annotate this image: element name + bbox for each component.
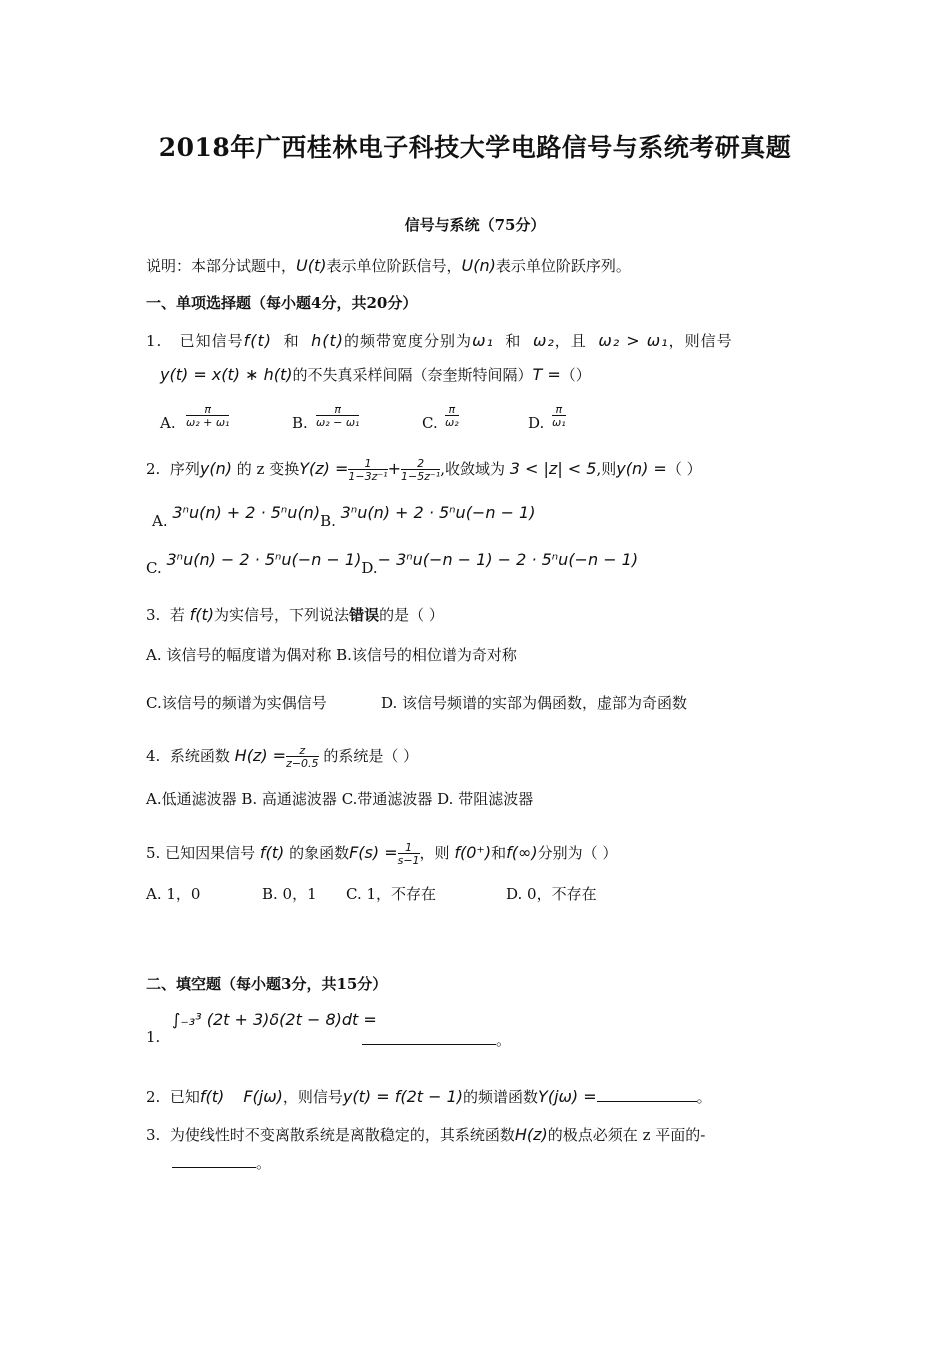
q3-text1: 若 — [169, 606, 185, 624]
unit-step-signal-symbol: U(t) — [296, 256, 327, 275]
q2-options-cd — [146, 550, 639, 577]
q1-text2: 和 — [283, 332, 300, 350]
q1-w1: ω₁ — [472, 331, 494, 350]
fill-q3-line2 — [172, 1152, 271, 1173]
q4-text1: 系统函数 — [169, 747, 230, 765]
fill-q3-blank[interactable] — [172, 1153, 256, 1168]
q1-option-a-fraction: $\frac{\pi}{\text{ω₂ + ω₁}}$ — [186, 403, 230, 429]
fill-q1-blank[interactable] — [362, 1030, 496, 1045]
q1-option-b-label: B. — [292, 414, 308, 432]
q2-text2: 的 z 变换 — [236, 460, 300, 478]
q1-line1 — [146, 330, 733, 351]
q5-text2: 的象函数 — [289, 844, 350, 862]
fill-q2-number: 2. — [146, 1088, 161, 1106]
q5-option-a: A. 1，0 — [146, 885, 201, 903]
q1-T: T = — [532, 365, 561, 384]
q4-line1 — [146, 745, 418, 769]
q2-option-b-label: B. — [320, 512, 336, 530]
q3-option-c: C.该信号的频谱为实偶信号 — [146, 694, 327, 712]
fill-q2-Y: Y(jω) = — [538, 1087, 597, 1106]
fill-q2-f: f(t) — [199, 1087, 225, 1106]
q2-fraction2: $\frac{2}{\text{1−5z⁻¹}}$ — [400, 457, 441, 483]
fill-q2-text1: 已知 — [169, 1088, 200, 1106]
q5-text5: 分别为（ ） — [537, 844, 618, 862]
fill-q3-text2: 的极点必须在 z 平面的- — [547, 1126, 706, 1144]
unit-step-sequence-symbol: U(n) — [461, 256, 496, 275]
fill-q1-period: 。 — [496, 1031, 512, 1049]
q2-options-ab — [152, 503, 536, 530]
q2-option-c: 3ⁿu(n) − 2 · 5ⁿu(−n − 1) — [166, 550, 362, 569]
q2-option-d-label: D. — [361, 559, 378, 577]
page-title: 2018年广西桂林电子科技大学电路信号与系统考研真题 — [158, 133, 792, 162]
q1-text7: 的不失真采样间隔（奈奎斯特间隔） — [292, 366, 533, 384]
q5-F: F(s) = — [349, 843, 398, 862]
q1-option-c-fraction: $\frac{\pi}{\text{ω₂}}$ — [445, 403, 459, 429]
part2-heading: 二、填空题（每小题3分，共15分） — [146, 975, 388, 993]
fill-q3-number: 3. — [146, 1126, 161, 1144]
fill-q2-line — [146, 1086, 712, 1107]
fill-q3-H: H(z) — [514, 1125, 548, 1144]
q2-text4: ,则 — [596, 460, 617, 478]
note-suffix: 表示单位阶跃序列。 — [495, 257, 631, 275]
q5-line1 — [146, 842, 617, 866]
q5-text3: ，则 — [419, 844, 450, 862]
q4-H: H(z) = — [234, 746, 287, 765]
q2-option-b: 3ⁿu(n) + 2 · 5ⁿu(−n − 1) — [340, 503, 536, 522]
q4-options: A.低通滤波器 B. 高通滤波器 C.带通滤波器 D. 带阻滤波器 — [146, 790, 534, 808]
q2-fraction1: $\frac{1}{\text{1−3z⁻¹}}$ — [348, 457, 388, 483]
part1-heading: 一、单项选择题（每小题4分，共20分） — [146, 294, 418, 312]
q3-text2: 为实信号，下列说法 — [214, 606, 350, 624]
q1-option-d-fraction: $\frac{\pi}{\text{ω₁}}$ — [552, 403, 566, 429]
q3-option-d: D. 该信号频谱的实部为偶函数，虚部为奇函数 — [381, 694, 688, 712]
q5-option-c: C. 1，不存在 — [346, 885, 437, 903]
q4-number: 4. — [146, 747, 161, 765]
q1-h: h(t) — [311, 331, 345, 350]
fill-q2-text2: ，则信号 — [282, 1088, 343, 1106]
q2-roc: 3 < |z| < 5 — [509, 459, 597, 478]
q2-line1 — [146, 458, 702, 482]
q2-option-a-label: A. — [152, 512, 168, 530]
q3-line1 — [146, 604, 444, 625]
q1-line2 — [160, 364, 591, 385]
q1-w2: ω₂ — [532, 331, 555, 350]
q3-f: f(t) — [189, 605, 215, 624]
q1-option-d-label: D. — [528, 414, 545, 432]
q1-text1: 已知信号 — [179, 332, 244, 350]
q2-number: 2. — [146, 460, 161, 478]
q5-f0: f(0⁺) — [454, 843, 492, 862]
q4-fraction: $\frac{z}{z-0.5}$ — [286, 744, 319, 770]
q2-plus: + — [387, 459, 401, 478]
q2-y: y(n) — [199, 459, 232, 478]
q1-option-c-label: C. — [422, 414, 438, 432]
fill-q2-F: F(jω) — [243, 1087, 283, 1106]
q2-option-a: 3ⁿu(n) + 2 · 5ⁿu(n) — [172, 503, 321, 522]
q2-option-d: − 3ⁿu(−n − 1) − 2 · 5ⁿu(−n − 1) — [377, 550, 639, 569]
q5-text1: 已知因果信号 — [165, 844, 256, 862]
q2-option-c-label: C. — [146, 559, 162, 577]
q3-options-ab: A. 该信号的幅度谱为偶对称 B.该信号的相位谱为奇对称 — [146, 646, 517, 664]
fill-q2-text3: 的频谱函数 — [463, 1088, 539, 1106]
fill-q3-line1 — [146, 1124, 705, 1145]
q5-text4: 和 — [491, 844, 507, 862]
fill-q1-integral: ∫₋₃³ (2t + 3)δ(2t − 8)dt = — [172, 1010, 377, 1029]
q1-option-a-label: A. — [160, 414, 176, 432]
q2-paren: （ ） — [666, 460, 702, 478]
q3-number: 3. — [146, 606, 161, 624]
q1-convolution: y(t) = x(t) ∗ h(t) — [160, 365, 293, 384]
q2-y2: y(n) = — [616, 459, 667, 478]
q5-f: f(t) — [259, 843, 285, 862]
q5-number: 5. — [146, 844, 161, 862]
fill-q2-blank[interactable] — [597, 1087, 697, 1102]
q2-text1: 序列 — [169, 460, 200, 478]
q3-bold-word: 错误 — [349, 606, 380, 624]
q1-f: f(t) — [243, 331, 273, 350]
q5-finf: f(∞) — [506, 843, 538, 862]
note-line — [146, 255, 631, 276]
fill-q1-answer-line — [362, 1029, 511, 1050]
q1-text6: ，则信号 — [668, 332, 733, 350]
fill-q3-text1: 为使线性时不变离散系统是离散稳定的，其系统函数 — [169, 1126, 515, 1144]
note-mid: 表示单位阶跃信号， — [326, 257, 462, 275]
section-heading: 信号与系统（75分） — [404, 216, 546, 234]
q1-text3: 的频带宽度分别为 — [344, 332, 473, 350]
fill-q2-y: y(t) = f(2t − 1) — [342, 1087, 464, 1106]
q1-number: 1. — [146, 332, 163, 350]
q1-option-b-fraction: $\frac{\pi}{\text{ω₂ − ω₁}}$ — [316, 403, 360, 429]
fill-q2-period: 。 — [696, 1088, 712, 1106]
q4-text2: 的系统是（ ） — [323, 747, 419, 765]
note-prefix: 说明：本部分试题中， — [146, 257, 297, 275]
q5-fraction: $\frac{1}{s-1}$ — [397, 841, 420, 867]
fill-q1-number: 1. — [146, 1028, 161, 1046]
q1-condition: ω₂ > ω₁ — [598, 331, 669, 350]
q1-text8: （） — [560, 366, 591, 384]
q2-text3: ,收敛域为 — [440, 460, 505, 478]
q3-text3: 的是（ ） — [379, 606, 444, 624]
q5-option-d: D. 0，不存在 — [506, 885, 597, 903]
q1-text4: 和 — [505, 332, 522, 350]
q1-text5: ，且 — [554, 332, 587, 350]
fill-q3-period: 。 — [256, 1154, 272, 1172]
q2-Y: Y(z) = — [299, 459, 349, 478]
q5-option-b: B. 0，1 — [262, 885, 317, 903]
